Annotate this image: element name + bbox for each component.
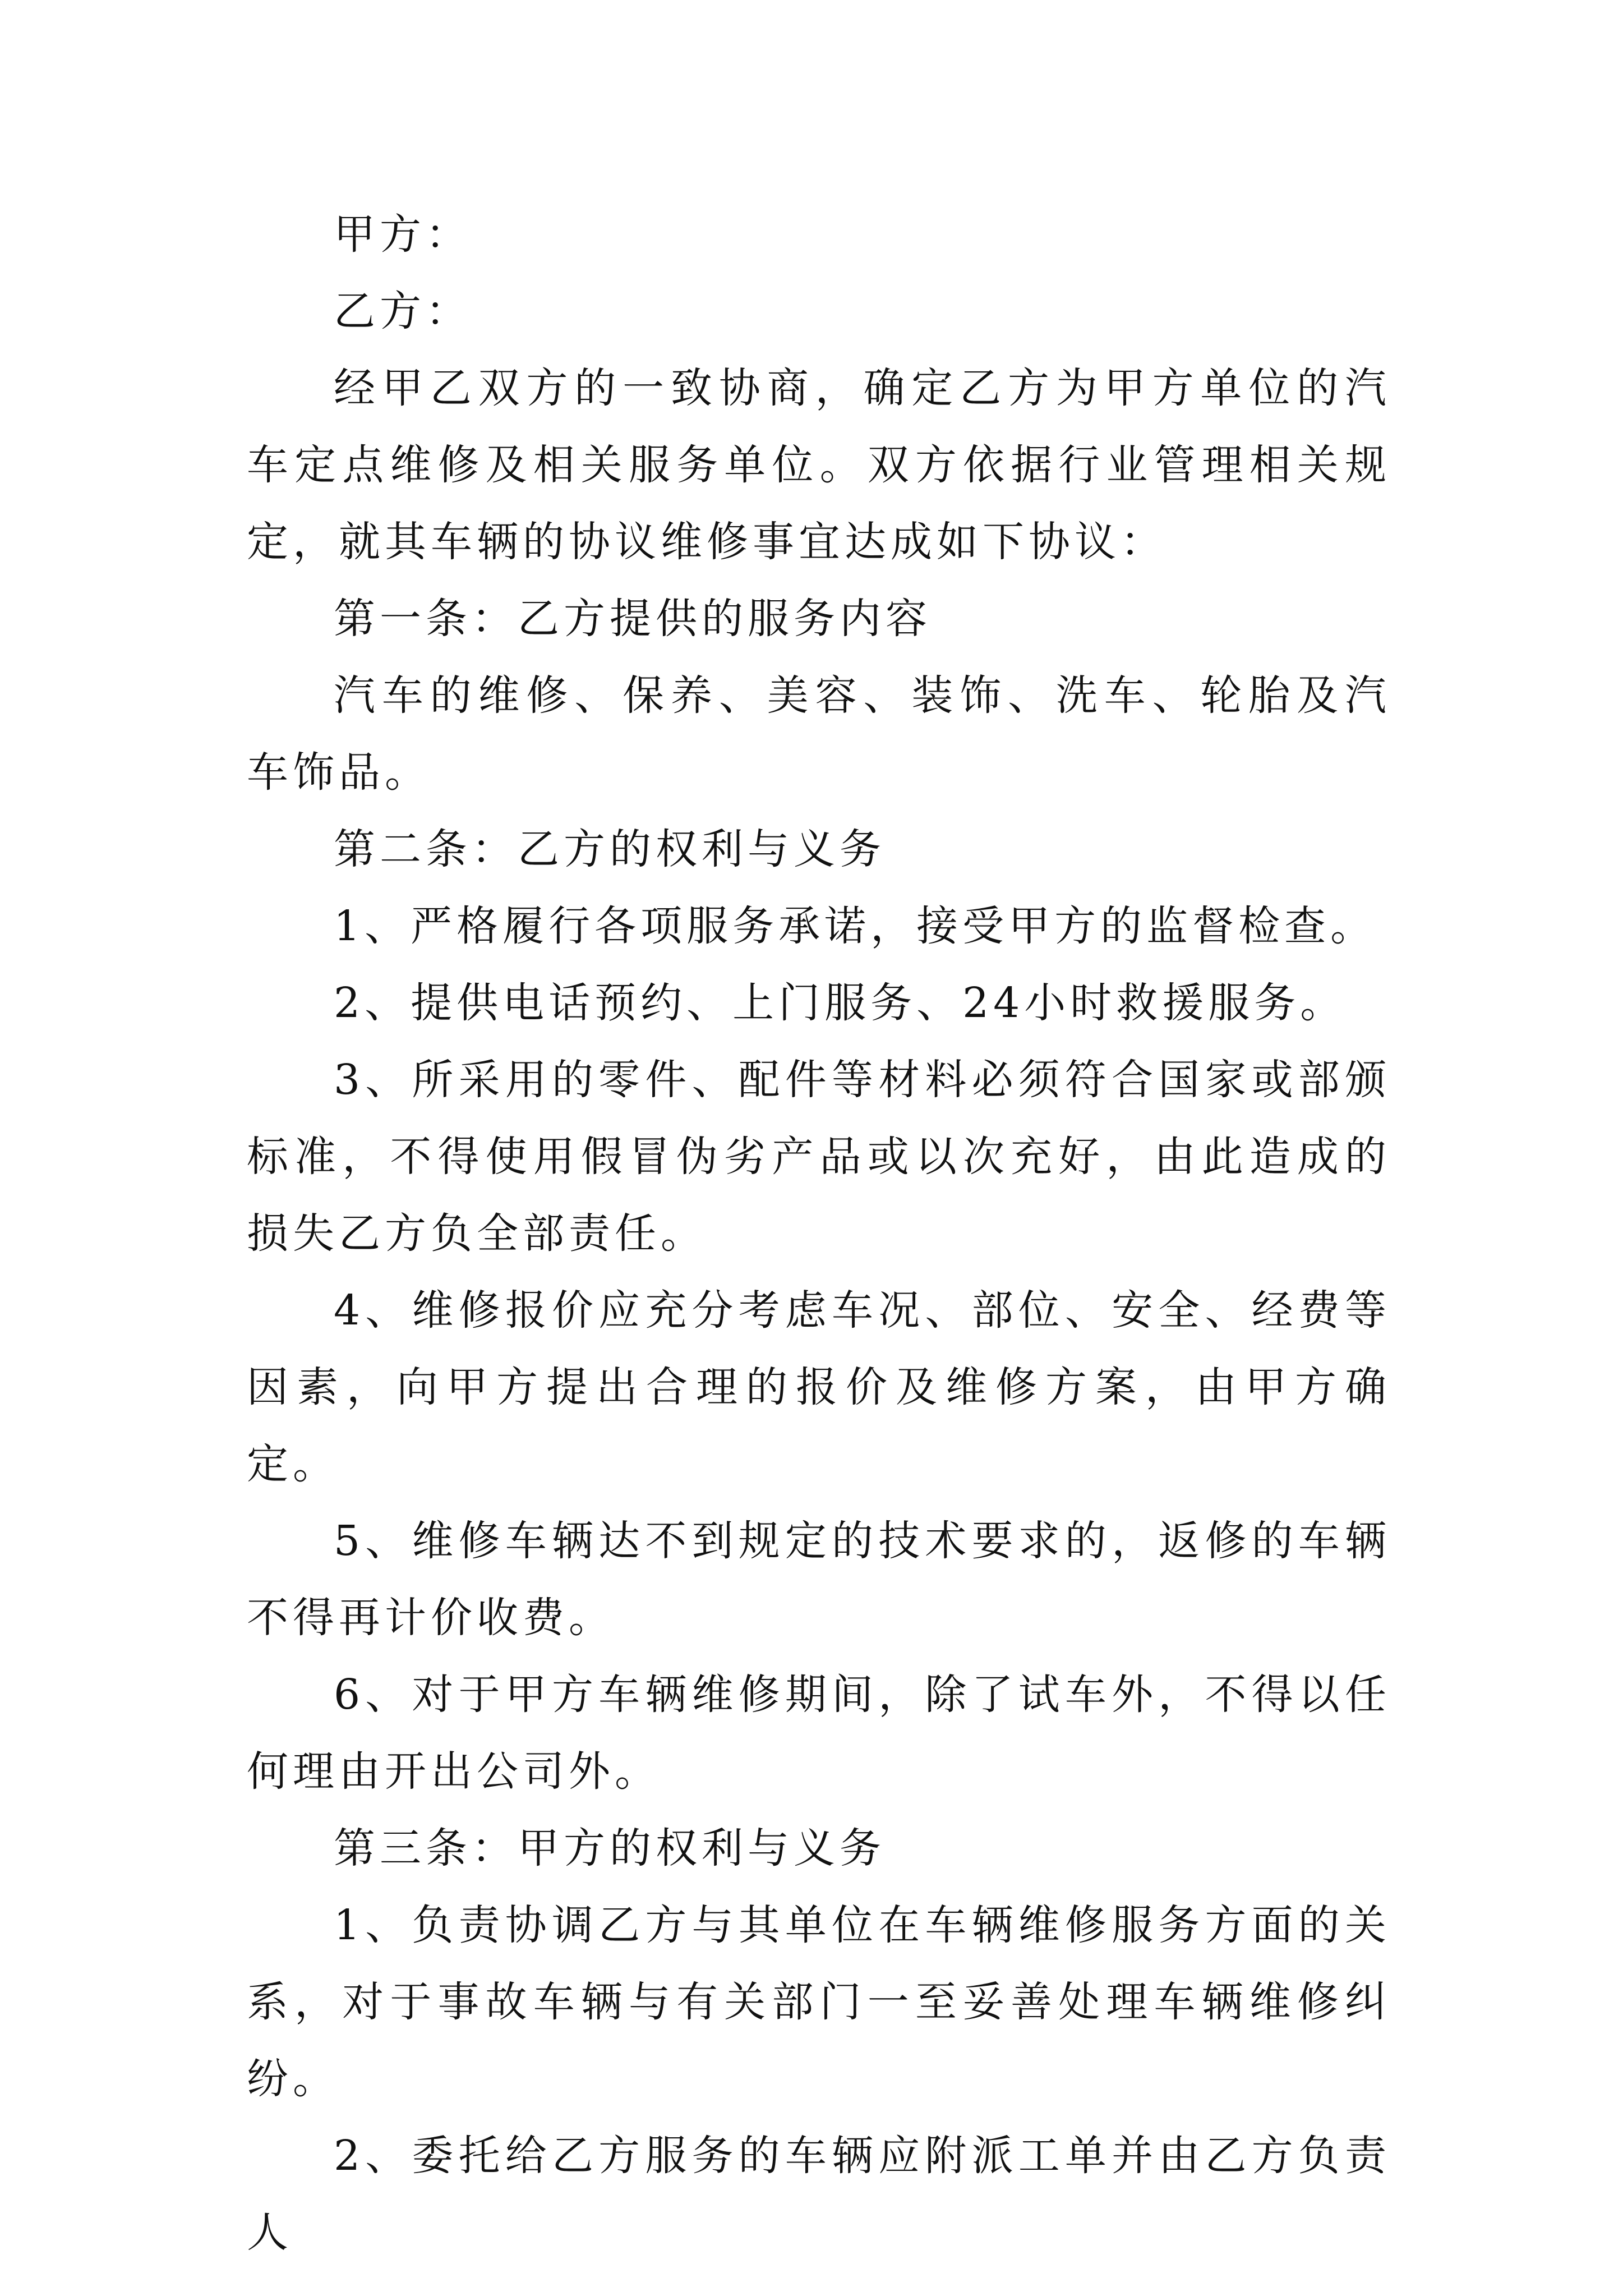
article-3-item-1: 1、负责协调乙方与其单位在车辆维修服务方面的关系，对于事故车辆与有关部门一至妥善处理车辆维修纠纷。 bbox=[247, 1901, 1391, 2103]
party-b-line: 乙方： bbox=[334, 287, 472, 335]
article-2-item-6: 6、对于甲方车辆维修期间，除了试车外，不得以任何理由开出公司外。 bbox=[247, 1671, 1391, 1796]
article-1-heading: 第一条：乙方提供的服务内容 bbox=[334, 595, 932, 643]
article-2-heading: 第二条：乙方的权利与义务 bbox=[334, 825, 886, 873]
article-2-item-4: 4、维修报价应充分考虑车况、部位、安全、经费等因素，向甲方提出合理的报价及维修方案，由甲方确定。 bbox=[247, 1286, 1391, 1488]
party-a-line: 甲方： bbox=[334, 210, 472, 259]
article-2-item-3: 3、所采用的零件、配件等材料必须符合国家或部颁标准，不得使用假冒伪劣产品或以次充好，由此造成的损失乙方负全部责任。 bbox=[247, 1056, 1391, 1258]
article-3-heading: 第三条：甲方的权利与义务 bbox=[334, 1824, 886, 1872]
article-2-item-1: 1、严格履行各项服务承诺，接受甲方的监督检查。 bbox=[334, 902, 1377, 950]
article-2-item-5: 5、维修车辆达不到规定的技术要求的，返修的车辆不得再计价收费。 bbox=[247, 1517, 1391, 1642]
article-1-content: 汽车的维修、保养、美容、装饰、洗车、轮胎及汽车饰品。 bbox=[247, 671, 1391, 797]
preamble-paragraph: 经甲乙双方的一致协商，确定乙方为甲方单位的汽车定点维修及相关服务单位。双方依据行业管理相关规定，就其车辆的协议维修事宜达成如下协议： bbox=[247, 364, 1391, 566]
article-2-item-2: 2、提供电话预约、上门服务、24小时救援服务。 bbox=[334, 979, 1347, 1027]
article-3-item-2: 2、委托给乙方服务的车辆应附派工单并由乙方负责人 bbox=[247, 2132, 1391, 2257]
document-body bbox=[247, 196, 1391, 2271]
